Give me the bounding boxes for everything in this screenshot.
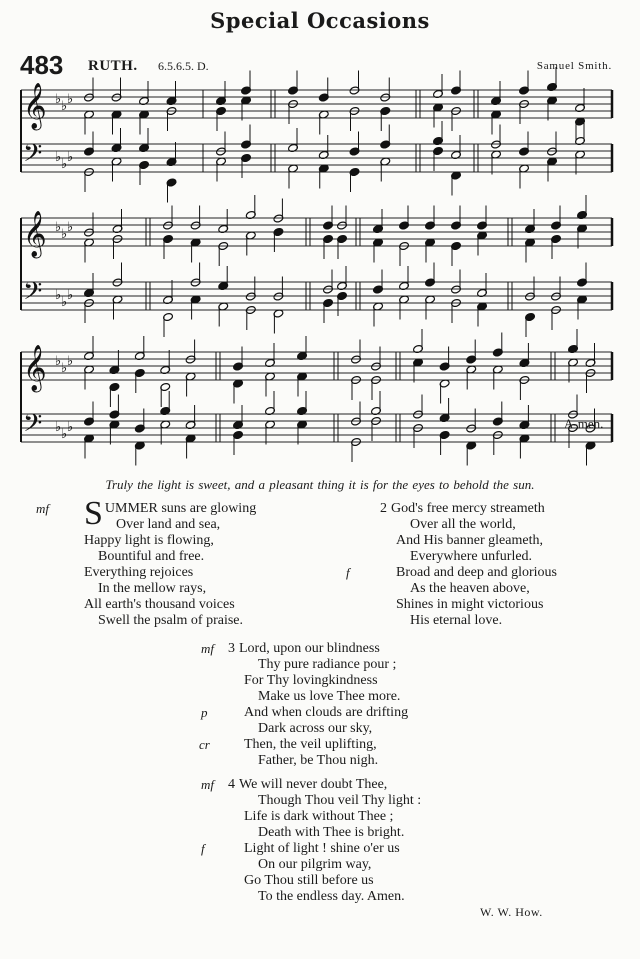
- verse-4: [228, 777, 421, 905]
- hymn-number: 483: [20, 50, 64, 80]
- verse-line: Everything rejoices: [84, 565, 194, 580]
- verse-number: 4: [228, 777, 235, 792]
- treble-clef-icon: 𝄞: [23, 211, 47, 257]
- verse-number: 2: [380, 501, 387, 516]
- verse-line: In the mellow rays,: [98, 581, 207, 596]
- verse-line: For Thy lovingkindness: [244, 673, 378, 688]
- verse-line: Happy light is flowing,: [84, 533, 214, 548]
- dynamic-marking: mf: [36, 501, 49, 516]
- flat-icon: ♭: [55, 150, 62, 165]
- dynamic-marking: cr: [199, 737, 210, 752]
- flat-icon: ♭: [67, 420, 74, 435]
- flat-icon: ♭: [61, 427, 68, 442]
- dynamic-marking: f: [201, 841, 205, 856]
- verse-line: Life is dark without Thee ;: [244, 809, 394, 824]
- flat-icon: ♭: [67, 354, 74, 369]
- verse-line: His eternal love.: [410, 613, 503, 628]
- verse-line: And His banner gleameth,: [396, 533, 543, 548]
- flat-icon: ♭: [55, 220, 62, 235]
- verse-line: Over all the world,: [410, 517, 516, 532]
- composer: Samuel Smith.: [536, 60, 612, 72]
- treble-clef-icon: 𝄞: [23, 345, 47, 391]
- verse-line: Make us love Thee more.: [258, 689, 401, 704]
- flat-icon: ♭: [61, 361, 68, 376]
- verse-line: All earth's thousand voices: [84, 597, 235, 612]
- music-score: [0, 0, 640, 470]
- verse-line: Shines in might victorious: [396, 597, 544, 612]
- verse-line: Go Thou still before us: [244, 873, 374, 888]
- verse-2: [380, 501, 557, 629]
- flat-icon: ♭: [55, 92, 62, 107]
- dynamic-marking: mf: [201, 641, 214, 656]
- verse-line: Though Thou veil Thy light :: [258, 793, 422, 808]
- flat-icon: ♭: [61, 227, 68, 242]
- verse-line: UMMER suns are glowing: [104, 501, 257, 516]
- bass-clef-icon: 𝄢: [23, 139, 43, 174]
- verse-line: Swell the psalm of praise.: [98, 613, 244, 628]
- verse-line: As the heaven above,: [410, 581, 530, 596]
- verse-1: [84, 495, 257, 629]
- flat-icon: ♭: [67, 150, 74, 165]
- dynamic-marking: f: [346, 565, 350, 580]
- flat-icon: ♭: [55, 288, 62, 303]
- dynamic-marking: p: [201, 705, 208, 720]
- epigraph: Truly the light is sweet, and a pleasant thing it is for the eyes to behold the sun.: [105, 477, 535, 492]
- verse-line: And when clouds are drifting: [244, 705, 409, 720]
- verse-number: 3: [228, 641, 235, 656]
- verse-line: Bountiful and free.: [98, 549, 205, 564]
- verse-line: Father, be Thou nigh.: [258, 753, 379, 768]
- verse-3: [228, 641, 408, 769]
- flat-icon: ♭: [67, 220, 74, 235]
- verse-line: Light of light ! shine o'er us: [244, 841, 400, 856]
- meter: 6.5.6.5. D.: [158, 59, 209, 73]
- verse-line: On our pilgrim way,: [258, 857, 372, 872]
- flat-icon: ♭: [55, 420, 62, 435]
- verse-line: Thy pure radiance pour ;: [258, 657, 397, 672]
- flat-icon: ♭: [61, 295, 68, 310]
- verse-line: Death with Thee is bright.: [258, 825, 405, 840]
- treble-clef-icon: 𝄞: [23, 83, 47, 129]
- verse-line: Dark across our sky,: [258, 721, 373, 736]
- author: W. W. How.: [480, 905, 543, 919]
- flat-icon: ♭: [67, 92, 74, 107]
- flat-icon: ♭: [61, 99, 68, 114]
- verse-line: We will never doubt Thee,: [239, 777, 388, 792]
- drop-cap: S: [84, 495, 103, 532]
- verse-line: Everywhere unfurled.: [410, 549, 533, 564]
- flat-icon: ♭: [67, 288, 74, 303]
- flat-icon: ♭: [55, 354, 62, 369]
- flat-icon: ♭: [61, 157, 68, 172]
- verse-line: God's free mercy streameth: [391, 501, 545, 516]
- bass-clef-icon: 𝄢: [23, 409, 43, 444]
- bass-clef-icon: 𝄢: [23, 277, 43, 312]
- section-title: Special Occasions: [210, 8, 430, 33]
- verse-line: Lord, upon our blindness: [239, 641, 380, 656]
- dynamic-marking: mf: [201, 777, 214, 792]
- tune-name: RUTH.: [88, 58, 138, 74]
- verse-line: Over land and sea,: [116, 517, 221, 532]
- verse-line: To the endless day. Amen.: [258, 889, 405, 904]
- verse-line: Then, the veil uplifting,: [244, 737, 377, 752]
- amen-lyric: A-men.: [564, 416, 604, 431]
- verse-line: Broad and deep and glorious: [396, 565, 557, 580]
